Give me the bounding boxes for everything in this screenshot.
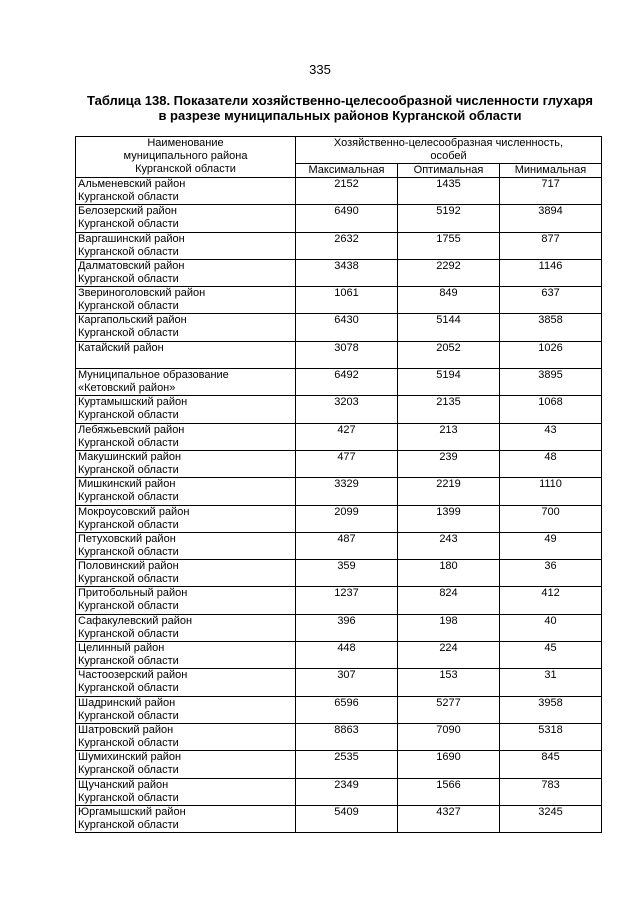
min-value-cell: 717 [500,178,602,205]
min-value-cell: 845 [500,751,602,778]
opt-value-cell: 243 [398,532,500,559]
opt-value-cell: 213 [398,423,500,450]
district-name-line1: Сафакулевский район [78,614,193,627]
table-row [76,178,602,205]
opt-value-cell: 824 [398,587,500,614]
table-row [76,314,602,341]
table-row [76,259,602,286]
max-value-cell: 8863 [296,723,398,750]
district-name-line1: Петуховский район [78,532,176,545]
district-name-line1: Целинный район [78,642,165,655]
opt-value-cell: 2052 [398,341,500,368]
max-value-cell: 6492 [296,369,398,396]
district-name-cell [76,450,296,477]
header-name-line: Наименование [147,137,224,149]
district-name-cell [76,178,296,205]
header-name-line: Курганской области [135,163,236,175]
min-value-cell: 783 [500,778,602,805]
opt-value-cell: 5192 [398,205,500,232]
district-name-line1: Шумихинский район [78,751,182,764]
table-title [60,93,620,123]
max-value-cell: 1237 [296,587,398,614]
opt-value-cell: 4327 [398,805,500,832]
district-name-line1: Мокроусовский район [78,505,190,518]
table-row [76,205,602,232]
district-name-line2: Курганской области [78,300,179,313]
max-value-cell: 396 [296,614,398,641]
page-number: 335 [309,62,331,77]
district-name-line2: Курганской области [78,272,179,285]
district-name-line2: Курганской области [78,709,179,722]
opt-value-cell: 5194 [398,369,500,396]
district-name-line1: Шадринский район [78,696,176,709]
header-name-line: муниципального района [123,150,248,162]
district-name-cell [76,696,296,723]
max-value-cell: 5409 [296,805,398,832]
district-name-line2: Курганской области [78,791,179,804]
table-row [76,423,602,450]
min-value-cell: 877 [500,232,602,259]
district-name-line2: «Кетовский район» [78,382,176,395]
district-name-cell [76,341,296,368]
max-value-cell: 2349 [296,778,398,805]
opt-value-cell: 1399 [398,505,500,532]
table-row [76,341,602,368]
header-max: Максимальная [296,164,398,178]
min-value-cell: 3958 [500,696,602,723]
opt-value-cell: 849 [398,287,500,314]
district-name-cell [76,669,296,696]
table-row [76,751,602,778]
max-value-cell: 359 [296,560,398,587]
min-value-cell: 40 [500,614,602,641]
opt-value-cell: 2135 [398,396,500,423]
district-name-cell [76,805,296,832]
max-value-cell: 3329 [296,478,398,505]
opt-value-cell: 1755 [398,232,500,259]
header-group [296,137,602,164]
max-value-cell: 448 [296,642,398,669]
table-row [76,560,602,587]
district-name-cell [76,560,296,587]
district-name-cell [76,423,296,450]
table-title-line1: Таблица 138. Показатели хозяйственно-целесообразной численности глухаря [86,93,594,108]
table-row [76,450,602,477]
min-value-cell: 637 [500,287,602,314]
district-name-line2: Курганской области [78,764,179,777]
max-value-cell: 6596 [296,696,398,723]
district-name-line2: Курганской области [78,327,179,340]
district-name-line1: Щучанский район [78,778,169,791]
max-value-cell: 307 [296,669,398,696]
district-name-cell [76,205,296,232]
district-name-line1: Половинский район [78,560,179,573]
table-row [76,505,602,532]
max-value-cell: 3078 [296,341,398,368]
opt-value-cell: 5277 [398,696,500,723]
max-value-cell: 2152 [296,178,398,205]
max-value-cell: 2535 [296,751,398,778]
max-value-cell: 427 [296,423,398,450]
district-name-line2: Курганской области [78,655,179,668]
opt-value-cell: 1690 [398,751,500,778]
table-title-line2: в разрезе муниципальных районов Курганской области [158,108,522,123]
district-name-line1: Каргапольский район [78,314,187,327]
max-value-cell: 2099 [296,505,398,532]
min-value-cell: 1068 [500,396,602,423]
header-opt: Оптимальная [398,164,500,178]
min-value-cell: 43 [500,423,602,450]
table-row [76,232,602,259]
district-name-cell [76,369,296,396]
max-value-cell: 3203 [296,396,398,423]
district-name-cell [76,778,296,805]
district-name-line2: Курганской области [78,191,179,203]
min-value-cell: 3858 [500,314,602,341]
opt-value-cell: 2292 [398,259,500,286]
table-row [76,369,602,396]
opt-value-cell: 180 [398,560,500,587]
district-name-line1: Притобольный район [78,587,188,600]
max-value-cell: 487 [296,532,398,559]
district-name-cell [76,614,296,641]
district-name-cell [76,587,296,614]
header-group-line: Хозяйственно-целесообразная численность, [333,137,564,149]
district-name-cell [76,478,296,505]
table-row [76,287,602,314]
table-row [76,778,602,805]
district-name-line1: Муниципальное образование [78,369,229,382]
table-row [76,723,602,750]
district-name-line1: Звериноголовский район [78,287,206,300]
min-value-cell: 412 [500,587,602,614]
header-group-line: особей [430,150,467,162]
min-value-cell: 31 [500,669,602,696]
min-value-cell: 45 [500,642,602,669]
max-value-cell: 1061 [296,287,398,314]
district-name-line2: Курганской области [78,627,179,640]
opt-value-cell: 224 [398,642,500,669]
district-name-line1: Шатровский район [78,723,174,736]
district-name-line2: Курганской области [78,600,179,613]
table-row [76,696,602,723]
min-value-cell: 48 [500,450,602,477]
district-name-cell [76,505,296,532]
min-value-cell: 700 [500,505,602,532]
population-table [75,136,602,833]
max-value-cell: 6430 [296,314,398,341]
district-name-cell [76,723,296,750]
district-name-line1: Белозерский район [78,205,177,218]
min-value-cell: 3895 [500,369,602,396]
table-row [76,587,602,614]
district-name-line2: Курганской области [78,436,179,449]
district-name-line1: Варгашинский район [78,232,185,245]
header-district-name [76,137,296,178]
district-name-cell [76,314,296,341]
district-name-line1: Куртамышский район [78,396,188,409]
district-name-cell [76,259,296,286]
table-row [76,805,602,832]
min-value-cell: 1110 [500,478,602,505]
opt-value-cell: 198 [398,614,500,641]
table-row [76,614,602,641]
table-row [76,478,602,505]
district-name-line1: Макушинский район [78,450,182,463]
district-name-line1: Лебяжьевский район [78,423,185,436]
district-name-line2: Курганской области [78,463,179,476]
opt-value-cell: 7090 [398,723,500,750]
district-name-line1: Мишкинский район [78,478,176,491]
district-name-line2: Курганской области [78,818,179,831]
min-value-cell: 1026 [500,341,602,368]
min-value-cell: 49 [500,532,602,559]
district-name-line1: Далматовский район [78,259,185,272]
district-name-line2: Курганской области [78,245,179,258]
max-value-cell: 3438 [296,259,398,286]
max-value-cell: 477 [296,450,398,477]
district-name-line2: Курганской области [78,409,179,422]
table-body [76,178,602,833]
district-name-line2: Курганской области [78,573,179,586]
district-name-line2: Курганской области [78,736,179,749]
table-row [76,669,602,696]
min-value-cell: 36 [500,560,602,587]
table-row [76,642,602,669]
district-name-cell [76,751,296,778]
min-value-cell: 1146 [500,259,602,286]
district-name-line2: Курганской области [78,545,179,558]
min-value-cell: 3245 [500,805,602,832]
district-name-line1: Юргамышский район [78,805,186,818]
opt-value-cell: 5144 [398,314,500,341]
district-name-cell [76,642,296,669]
district-name-line1: Частоозерский район [78,669,188,682]
district-name-line1: Катайский район [78,341,164,354]
district-name-line2: Курганской области [78,682,179,695]
table-row [76,532,602,559]
min-value-cell: 5318 [500,723,602,750]
district-name-cell [76,396,296,423]
district-name-line2: Курганской области [78,491,179,504]
min-value-cell: 3894 [500,205,602,232]
district-name-cell [76,287,296,314]
opt-value-cell: 239 [398,450,500,477]
district-name-cell [76,232,296,259]
max-value-cell: 2632 [296,232,398,259]
opt-value-cell: 2219 [398,478,500,505]
district-name-line2: Курганской области [78,518,179,531]
district-name-cell [76,532,296,559]
table-row [76,396,602,423]
opt-value-cell: 1566 [398,778,500,805]
max-value-cell: 6490 [296,205,398,232]
opt-value-cell: 153 [398,669,500,696]
opt-value-cell: 1435 [398,178,500,205]
district-name-line1: Альменевский район [78,178,186,190]
district-name-line2: Курганской области [78,218,179,231]
header-min: Минимальная [500,164,602,178]
